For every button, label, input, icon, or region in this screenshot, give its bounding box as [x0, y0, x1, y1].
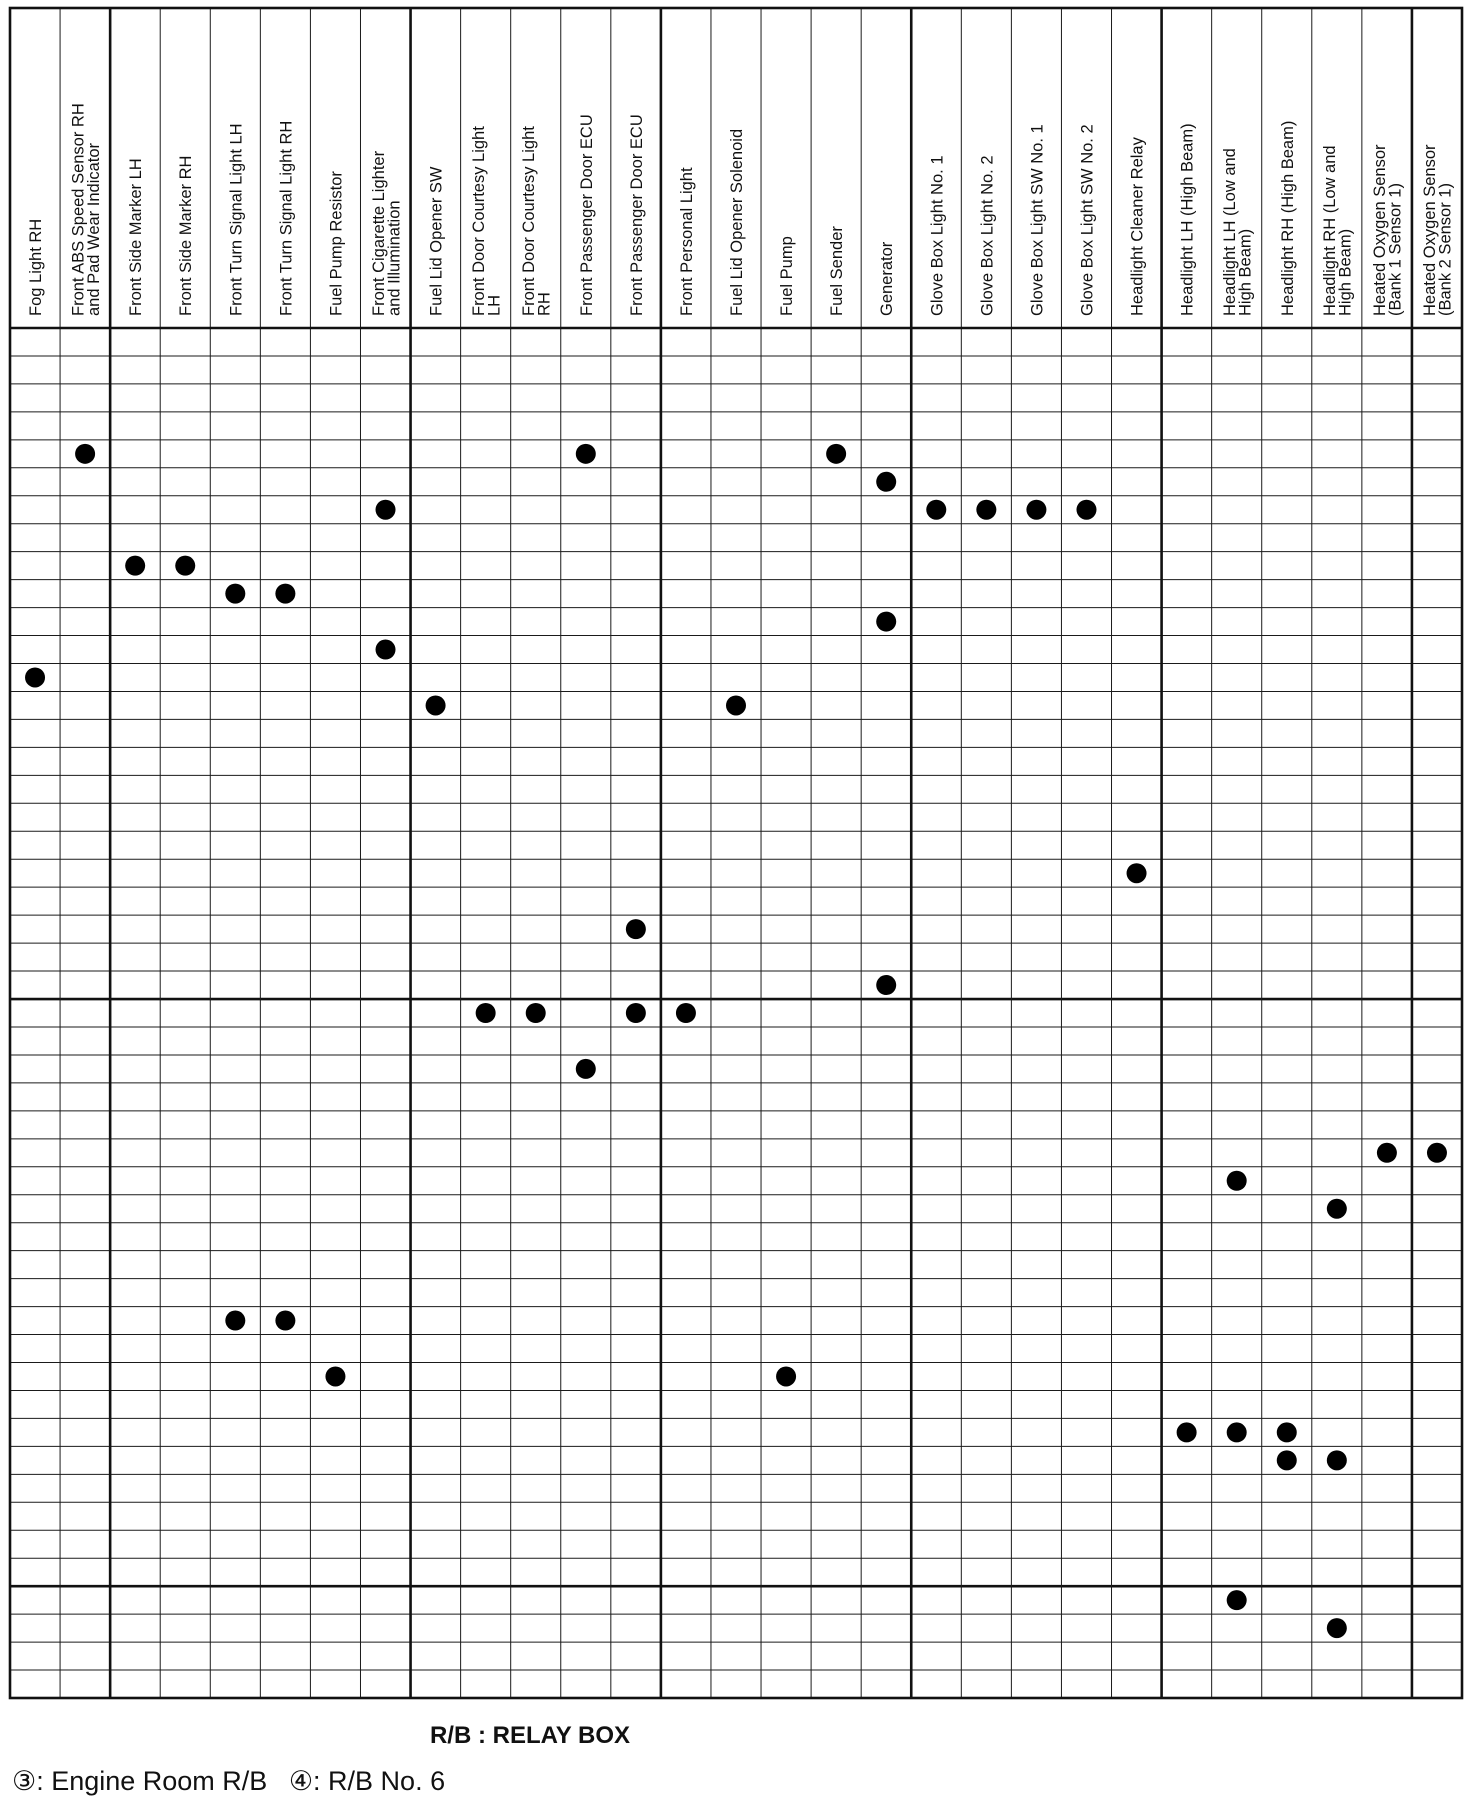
- column-header-c25: Headlight LH (Low and: [1220, 148, 1239, 316]
- connection-dot: [376, 500, 396, 520]
- legend-item-engine-room-rb: ③: Engine Room R/B: [12, 1766, 268, 1796]
- connection-dot: [1177, 1422, 1197, 1442]
- connection-dot: [225, 584, 245, 604]
- column-header-c20: Glove Box Light No. 2: [978, 155, 997, 316]
- column-header-c8: Front Cigarette Lighter: [369, 150, 388, 316]
- column-header-c2: Front ABS Speed Sensor RH: [69, 103, 88, 316]
- column-header-c17: Fuel Sender: [828, 226, 847, 316]
- connection-dot: [275, 584, 295, 604]
- column-header-c24: Headlight LH (High Beam): [1178, 123, 1197, 316]
- connection-dot: [1227, 1590, 1247, 1610]
- connection-dot: [1377, 1143, 1397, 1163]
- column-header-c25: High Beam): [1236, 228, 1255, 316]
- connection-dot: [1327, 1618, 1347, 1638]
- connection-dot: [876, 975, 896, 995]
- column-header-c23: Headlight Cleaner Relay: [1128, 137, 1147, 316]
- column-header-c10: Front Door Courtesy Light: [469, 126, 488, 316]
- connection-dot: [926, 500, 946, 520]
- connection-dot: [25, 667, 45, 687]
- column-header-c19: Glove Box Light No. 1: [928, 155, 947, 316]
- connection-dot: [376, 640, 396, 660]
- column-header-c3: Front Side Marker LH: [127, 158, 146, 316]
- connection-dot: [526, 1003, 546, 1023]
- column-header-c28: Heated Oxygen Sensor: [1371, 144, 1390, 316]
- connection-dot: [175, 556, 195, 576]
- column-header-c21: Glove Box Light SW No. 1: [1028, 124, 1047, 316]
- column-header-c27: Headlight RH (Low and: [1321, 145, 1340, 316]
- column-header-c9: Fuel Lid Opener SW: [427, 166, 446, 316]
- connection-dot: [275, 1311, 295, 1331]
- connection-dot: [75, 444, 95, 464]
- connection-dot: [1327, 1450, 1347, 1470]
- column-header-c7: Fuel Pump Resistor: [327, 171, 346, 316]
- column-header-c18: Generator: [878, 241, 897, 316]
- connection-dot: [1277, 1422, 1297, 1442]
- column-header-c8: and Illumination: [385, 200, 404, 316]
- column-header-c28: (Bank 1 Sensor 1): [1386, 183, 1405, 316]
- column-header-c22: Glove Box Light SW No. 2: [1078, 124, 1097, 316]
- connection-dot: [325, 1366, 345, 1386]
- column-header-c11: Front Door Courtesy Light: [519, 126, 538, 316]
- column-header-c6: Front Turn Signal Light RH: [277, 120, 296, 316]
- column-header-c5: Front Turn Signal Light LH: [227, 123, 246, 316]
- connection-dot: [576, 1059, 596, 1079]
- legend-title: R/B : RELAY BOX: [429, 1722, 631, 1749]
- column-header-c12: Front Passenger Door ECU: [577, 114, 596, 316]
- column-header-c14: Front Personal Light: [677, 167, 696, 316]
- connection-dot: [1277, 1450, 1297, 1470]
- connection-dot: [1427, 1143, 1447, 1163]
- connection-dot: [1076, 500, 1096, 520]
- column-header-c10: LH: [485, 294, 504, 316]
- connection-dot: [976, 500, 996, 520]
- column-header-c11: RH: [535, 292, 554, 316]
- column-header-c16: Fuel Pump: [778, 236, 797, 316]
- connection-dot: [726, 695, 746, 715]
- connection-dot: [225, 1311, 245, 1331]
- column-header-c29: (Bank 2 Sensor 1): [1436, 183, 1455, 316]
- column-header-c13: Front Passenger Door ECU: [627, 114, 646, 316]
- connection-dot: [826, 444, 846, 464]
- legend-item-rb-no-6: ④: R/B No. 6: [288, 1766, 446, 1796]
- connection-dot: [1227, 1171, 1247, 1191]
- connection-dot: [1026, 500, 1046, 520]
- column-header-c27: High Beam): [1336, 228, 1355, 316]
- connection-dot: [1127, 863, 1147, 883]
- connection-dot: [676, 1003, 696, 1023]
- column-header-c1: Fog Light RH: [27, 218, 46, 316]
- connection-dot: [125, 556, 145, 576]
- column-header-c26: Headlight RH (High Beam): [1278, 120, 1297, 316]
- connection-dot: [876, 612, 896, 632]
- connection-dot: [776, 1366, 796, 1386]
- column-header-c2: and Pad Wear Indicator: [84, 142, 103, 316]
- connection-dot: [626, 919, 646, 939]
- column-header-c4: Front Side Marker RH: [177, 155, 196, 316]
- connection-dot: [426, 695, 446, 715]
- connection-dot: [876, 472, 896, 492]
- connection-dot: [626, 1003, 646, 1023]
- connection-dot: [576, 444, 596, 464]
- column-header-c29: Heated Oxygen Sensor: [1421, 144, 1440, 316]
- connection-dot: [1327, 1199, 1347, 1219]
- legend-line: [12, 1766, 459, 1797]
- connection-dot: [1227, 1422, 1247, 1442]
- connection-dot: [476, 1003, 496, 1023]
- column-header-c15: Fuel Lid Opener Solenoid: [728, 128, 746, 316]
